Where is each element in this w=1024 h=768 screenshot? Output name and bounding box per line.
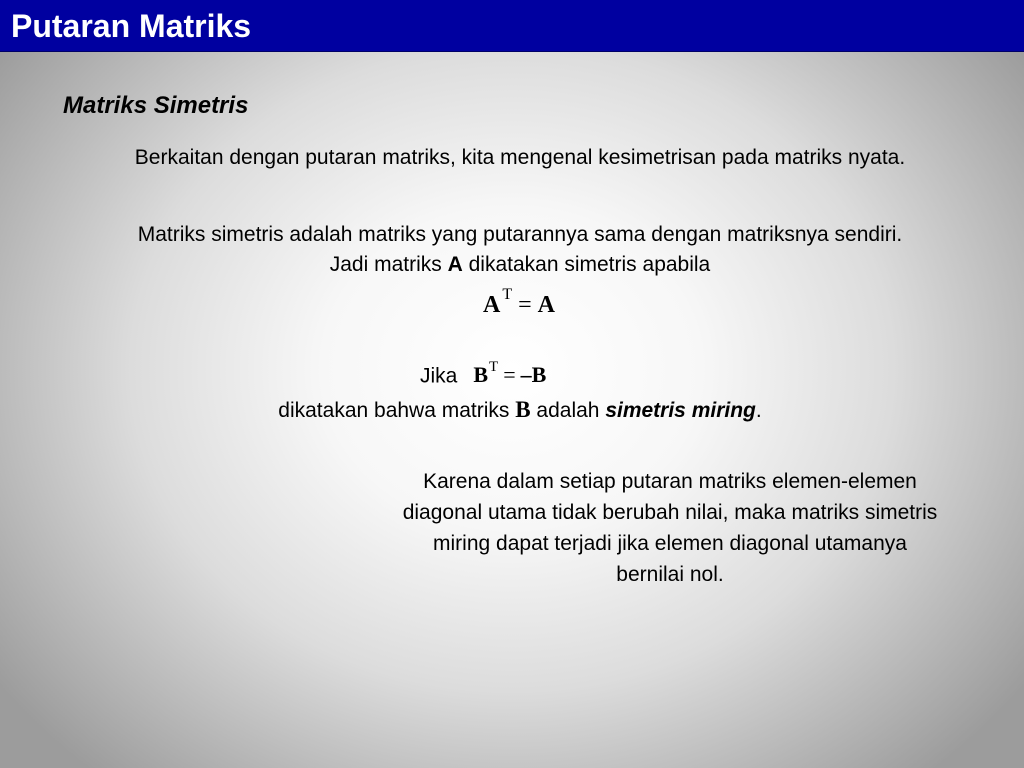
eq1-transpose-sup: T (502, 286, 513, 303)
eq2-lhs: B (473, 362, 489, 388)
paragraph-skew (120, 395, 920, 426)
definition-text-end: dikatakan simetris apabila (462, 253, 711, 276)
matrix-a-bold: A (447, 253, 463, 276)
skew-text-mid: adalah (530, 399, 606, 422)
slide-title: Putaran Matriks (11, 8, 252, 44)
title-bar (0, 0, 1024, 52)
eq2-rhs: –B (520, 362, 547, 388)
definition-text-start: Matriks simetris adalah matriks yang putarannya sama dengan matriksnya sendiri. Jadi matriks (137, 223, 903, 276)
skew-equation (473, 359, 547, 388)
paragraph-definition (120, 220, 920, 280)
paragraph-diagonal-note: Karena dalam setiap putaran matriks elemen-elemen diagonal utama tidak berubah nilai, maka matriks simetris miring dapat terjadi jika elemen diagonal utamanya bernilai nol. (402, 470, 938, 586)
eq1-operator: = (518, 292, 532, 318)
symmetric-equation (483, 286, 556, 319)
skew-term: simetris miring (605, 399, 756, 422)
jika-label: Jika (420, 364, 458, 388)
eq1-rhs: A (537, 292, 556, 318)
eq2-transpose-sup: T (489, 359, 499, 375)
section-subtitle: Matriks Simetris (63, 92, 249, 119)
matrix-b-bold: B (515, 397, 531, 422)
eq2-operator: = (503, 362, 516, 388)
skew-text-start: dikatakan bahwa matriks (278, 399, 516, 422)
eq1-lhs: A (483, 292, 501, 318)
jika-line (420, 352, 546, 394)
skew-text-end: . (755, 399, 762, 422)
paragraph-intro: Berkaitan dengan putaran matriks, kita mengenal kesimetrisan pada matriks nyata. (134, 146, 906, 169)
